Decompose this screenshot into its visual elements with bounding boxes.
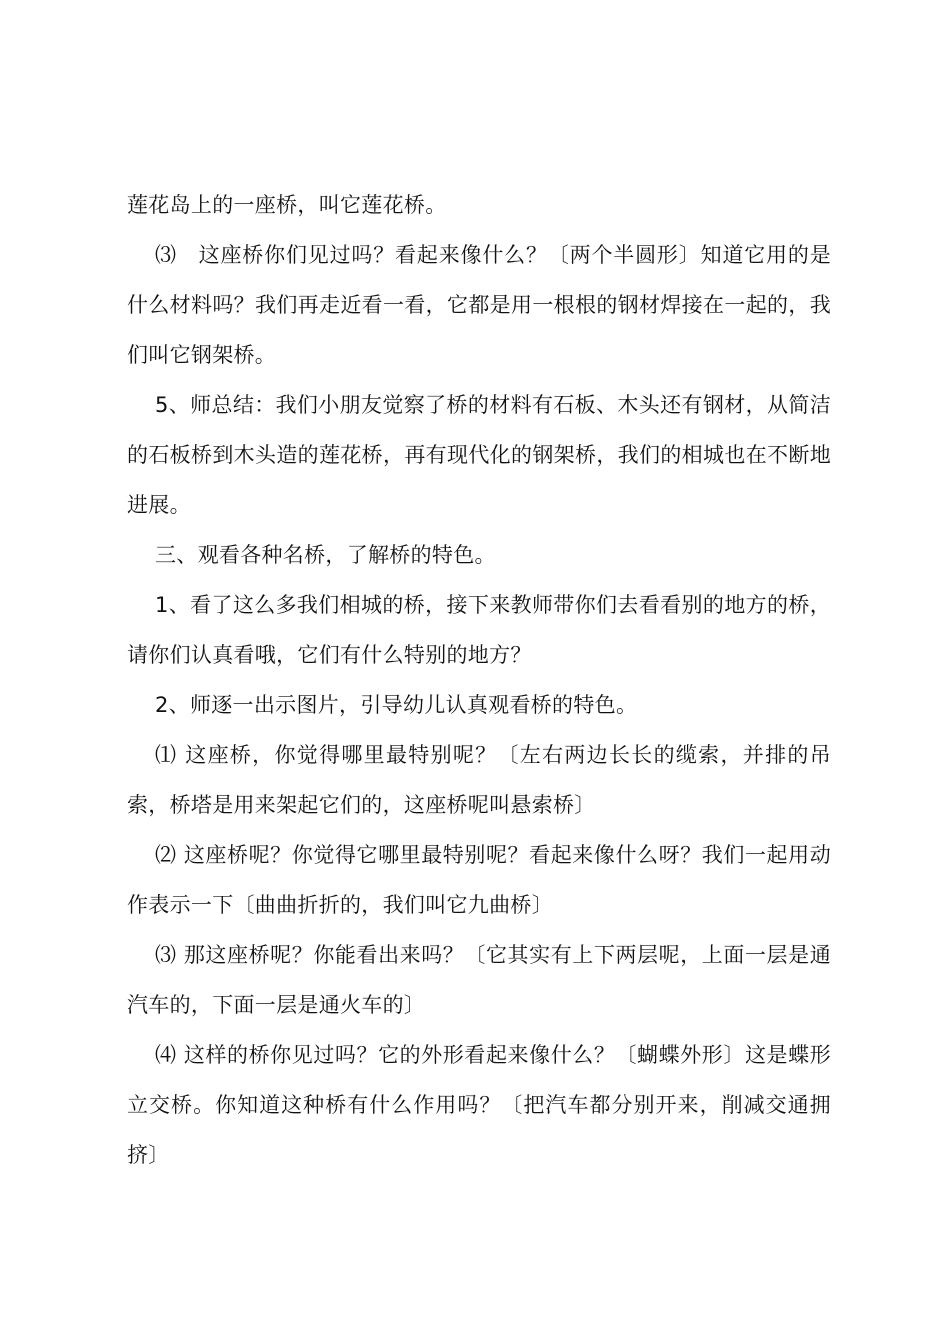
paragraph-9: ⑶ 那这座桥呢？你能看出来吗？〔它其实有上下两层呢，上面一层是通汽车的，下面一层是通火车的〕 [127, 943, 831, 1017]
paragraph-10: ⑷ 这样的桥你见过吗？它的外形看起来像什么？〔蝴蝶外形〕这是蝶形立交桥。你知道这种桥有什么作用吗？〔把汽车都分别开来，削减交通拥挤〕 [127, 1043, 831, 1167]
paragraph-5: 1、看了这么多我们相城的桥，接下来教师带你们去看看别的地方的桥，请你们认真看哦，它们有什么特别的地方？ [127, 593, 831, 667]
paragraph-6: 2、师逐一出示图片，引导幼儿认真观看桥的特色。 [155, 693, 638, 717]
paragraph-3: 5、师总结：我们小朋友觉察了桥的材料有石板、木头还有钢材，从简洁的石板桥到木头造的莲花桥，再有现代化的钢架桥，我们的相城也在不断地进展。 [127, 393, 831, 517]
document-page [127, 180, 831, 1180]
paragraph-2: ⑶ 这座桥你们见过吗？看起来像什么？〔两个半圆形〕知道它用的是什么材料吗？我们再走近看一看，它都是用一根根的钢材焊接在一起的，我们叫它钢架桥。 [127, 243, 831, 367]
paragraph-7: ⑴ 这座桥，你觉得哪里最特别呢？〔左右两边长长的缆索，并排的吊索，桥塔是用来架起它们的，这座桥呢叫悬索桥〕 [127, 743, 831, 817]
paragraph-1: 莲花岛上的一座桥，叫它莲花桥。 [127, 193, 447, 217]
paragraph-8: ⑵ 这座桥呢？你觉得它哪里最特别呢？看起来像什么呀？我们一起用动作表示一下〔曲曲折折的，我们叫它九曲桥〕 [127, 843, 831, 917]
paragraph-4: 三、观看各种名桥，了解桥的特色。 [155, 543, 496, 567]
